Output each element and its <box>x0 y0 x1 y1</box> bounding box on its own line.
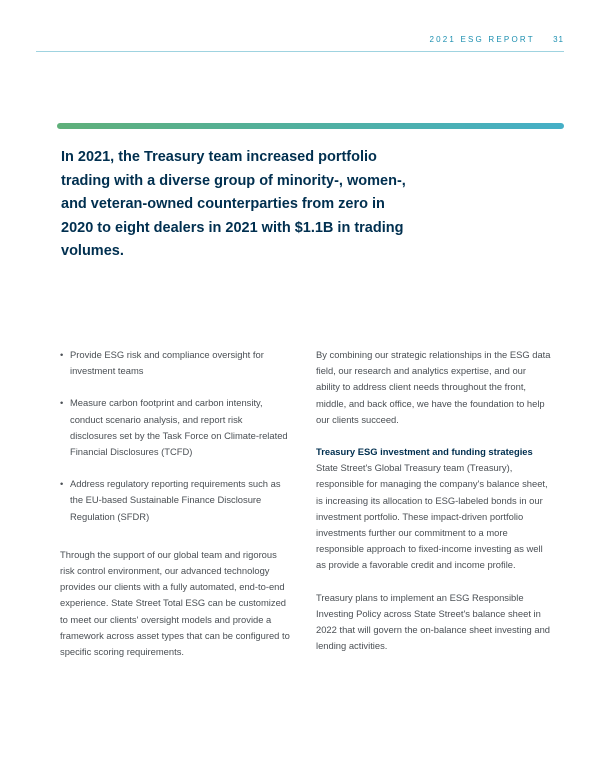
header-divider <box>36 51 564 52</box>
capabilities-list <box>60 347 290 525</box>
body-paragraph: Through the support of our global team and rigorous risk control environment, our advanced technology provides our clients with a fully automated, end-to-end experience. State Street Total ESG can be customized to meet our clients' oversight models and provide a framework across asset types that can be configured to specific scoring requirements. <box>60 548 290 658</box>
accent-gradient-bar <box>57 123 564 129</box>
pull-quote: In 2021, the Treasury team increased portfolio trading with a diverse group of minority-, women-, and veteran-owned counterparties from zero in 2020 to eight dealers in 2021 with $1.1B in trading volumes. <box>61 149 406 259</box>
list-item: • Provide ESG risk and compliance oversight for investment teams <box>60 347 290 379</box>
body-paragraph: Treasury plans to implement an ESG Responsible Investing Policy across State Street's balance sheet in 2022 that will govern the on-balance sheet investing and lending activities. <box>316 591 551 652</box>
body-paragraph: By combining our strategic relationships in the ESG data field, our research and analytics expertise, and our ability to address client needs throughout the front, middle, and back office, we have the foundation to help our clients succeed. <box>316 349 551 425</box>
left-column <box>60 347 290 676</box>
running-header <box>429 35 564 44</box>
page-number: 31 <box>553 35 564 44</box>
list-item: • Address regulatory reporting requirements such as the EU-based Sustainable Finance Disclosure Regulation (SFDR) <box>60 476 290 525</box>
section-subheading: Treasury ESG investment and funding strategies <box>316 446 533 458</box>
body-paragraph: State Street's Global Treasury team (Treasury), responsible for managing the company's balance sheet, is increasing its allocation to ESG-labeled bonds in our investment portfolio. These impact-driven portfolio investments further our commitment to a more responsible approach to fixed-income investing as well as provide a favorable credit and income profile. <box>316 462 548 571</box>
list-item: • Measure carbon footprint and carbon intensity, conduct scenario analysis, and report risk disclosures set by the Task Force on Climate-related Financial Disclosures (TCFD) <box>60 395 290 460</box>
right-column <box>316 347 552 670</box>
report-title: 2021 ESG REPORT <box>429 35 535 44</box>
